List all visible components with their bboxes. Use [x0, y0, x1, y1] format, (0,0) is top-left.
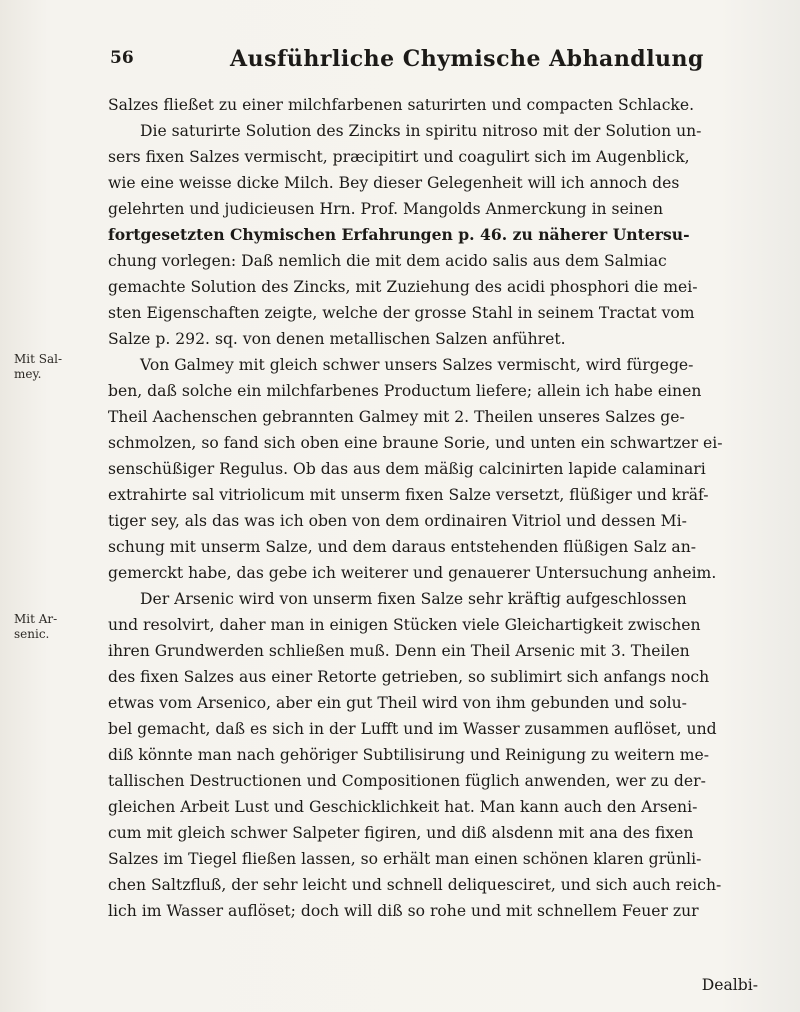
- text-line: tiger sey, als das was ich oben von dem ordinairen Vitriol und dessen Mi-: [108, 512, 687, 530]
- text-line: Theil Aachenschen gebrannten Galmey mit 2. Theilen unseres Salzes ge-: [108, 408, 685, 426]
- text-line: cum mit gleich schwer Salpeter figiren, und diß alsdenn mit ana des fixen: [108, 824, 694, 842]
- catchword: Dealbi-: [701, 976, 758, 994]
- margin-note-galmey: [14, 352, 70, 382]
- margin-note-line: Mit Sal-: [14, 352, 63, 366]
- text-line: senschüßiger Regulus. Ob das aus dem mäßig calcinirten lapide calaminari: [108, 460, 706, 478]
- text-line: gelehrten und judicieusen Hrn. Prof. Mangolds Anmerckung in seinen: [108, 200, 664, 218]
- text-line: Salzes im Tiegel fließen lassen, so erhält man einen schönen klaren grünli-: [108, 850, 702, 868]
- text-line: bel gemacht, daß es sich in der Lufft und im Wasser zusammen auflöset, und: [108, 720, 717, 738]
- margin-note-line: senic.: [14, 627, 50, 641]
- text-line: diß könnte man nach gehöriger Subtilisirung und Reinigung zu weitern me-: [108, 746, 710, 764]
- text-line: schung mit unserm Salze, und dem daraus entstehenden flüßigen Salz an-: [108, 538, 697, 556]
- text-line: und resolvirt, daher man in einigen Stücken viele Gleichartigkeit zwischen: [108, 616, 701, 634]
- text-line: schmolzen, so fand sich oben eine braune Sorie, und unten ein schwartzer ei-: [108, 434, 723, 452]
- text-line: tallischen Destructionen und Compositionen füglich anwenden, wer zu der-: [108, 772, 706, 790]
- text-line: chung vorlegen: Daß nemlich die mit dem acido salis aus dem Salmiac: [108, 252, 667, 270]
- text-line: ben, daß solche ein milchfarbenes Productum liefere; allein ich habe einen: [108, 382, 702, 400]
- text-line: extrahirte sal vitriolicum mit unserm fixen Salze versetzt, flüßiger und kräf-: [108, 486, 709, 504]
- margin-note-line: mey.: [14, 367, 42, 381]
- text-line: chen Saltzfluß, der sehr leicht und schnell deliquesciret, und sich auch reich-: [108, 876, 722, 894]
- text-line: sten Eigenschaften zeigte, welche der grosse Stahl in seinem Tractat vom: [108, 304, 695, 322]
- running-title: Ausführliche Chymische Abhandlung: [230, 46, 704, 72]
- page-header: [110, 46, 710, 76]
- text-line: des fixen Salzes aus einer Retorte getrieben, so sublimirt sich anfangs noch: [108, 668, 710, 686]
- text-line: wie eine weisse dicke Milch. Bey dieser Gelegenheit will ich annoch des: [108, 174, 680, 192]
- text-line: lich im Wasser auflöset; doch will diß so rohe und mit schnellem Feuer zur: [108, 902, 699, 920]
- text-line: gleichen Arbeit Lust und Geschicklichkeit hat. Man kann auch den Arseni-: [108, 798, 698, 816]
- margin-note-line: Mit Ar-: [14, 612, 58, 626]
- text-line: gemachte Solution des Zincks, mit Zuziehung des acidi phosphori die mei-: [108, 278, 698, 296]
- text-line: Der Arsenic wird von unserm fixen Salze sehr kräftig aufgeschlossen: [140, 590, 687, 608]
- text-line: etwas vom Arsenico, aber ein gut Theil wird von ihm gebunden und solu-: [108, 694, 687, 712]
- text-line: fortgesetzten Chymischen Erfahrungen p. 46. zu näherer Untersu-: [108, 225, 690, 244]
- body-text: [108, 92, 788, 924]
- text-line: ihren Grundwerden schließen muß. Denn ein Theil Arsenic mit 3. Theilen: [108, 642, 690, 660]
- text-line: Salzes fließet zu einer milchfarbenen saturirten und compacten Schlacke.: [108, 96, 695, 114]
- text-line: Die saturirte Solution des Zincks in spiritu nitroso mit der Solution un-: [140, 122, 702, 140]
- text-line: Von Galmey mit gleich schwer unsers Salzes vermischt, wird fürgege-: [140, 356, 694, 374]
- text-line: sers fixen Salzes vermischt, præcipitirt und coagulirt sich im Augenblick,: [108, 148, 690, 166]
- margin-note-arsenic: [14, 612, 70, 642]
- text-line: Salze p. 292. sq. von denen metallischen Salzen anführet.: [108, 330, 566, 348]
- page-number: 56: [110, 48, 134, 68]
- text-line: gemerckt habe, das gebe ich weiterer und genauerer Untersuchung anheim.: [108, 564, 717, 582]
